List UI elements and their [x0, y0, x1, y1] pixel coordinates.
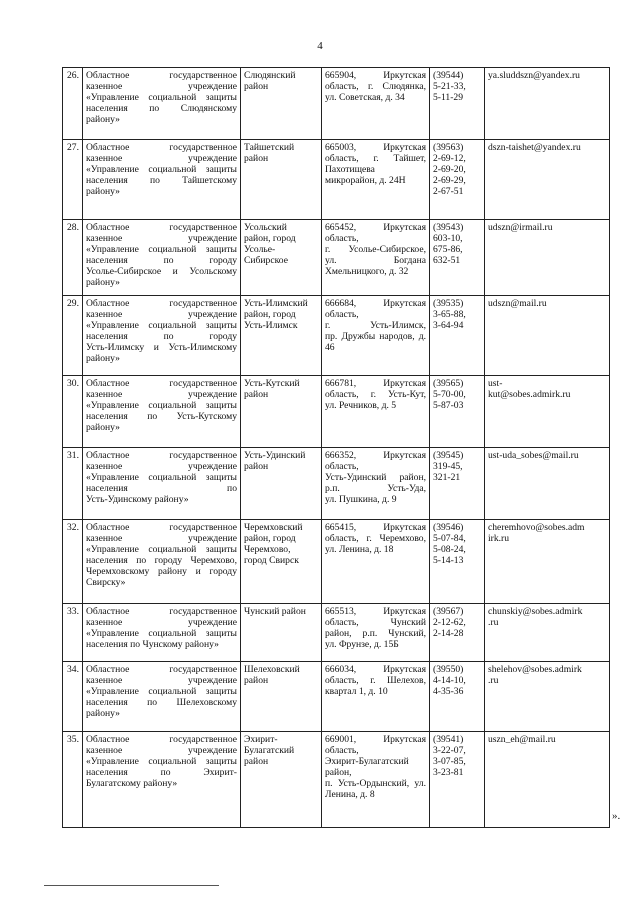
closing-quote-mark: ». — [612, 810, 621, 822]
postal-address-line: микрорайон, д. 24Н — [325, 175, 406, 186]
institution-name-line: Областное государственное — [86, 606, 237, 617]
phone-numbers-line: 2-69-29, — [433, 175, 466, 186]
postal-address-cell — [322, 448, 430, 520]
phone-numbers-cell — [430, 520, 485, 604]
table-row — [63, 604, 610, 662]
institution-name-line: району» — [86, 422, 120, 433]
row-number-cell: 32. — [63, 520, 83, 604]
institution-name-cell — [83, 296, 241, 376]
institution-name-line: Усть-Удинскому району» — [86, 494, 189, 505]
postal-address-line: п. Усть-Ордынский, ул. — [325, 778, 426, 789]
postal-address-line: пр. Дружбы народов, д. — [325, 331, 426, 342]
email-address-line: chunskiy@sobes.admirk — [488, 606, 583, 617]
email-address-cell — [485, 520, 610, 604]
postal-address-line: 665452, Иркутская — [325, 222, 426, 233]
served-area-line: Усть-Илимский — [244, 298, 308, 309]
email-address-line: .ru — [488, 617, 499, 628]
phone-numbers-line: (39565) — [433, 378, 464, 389]
phone-numbers-line: 5-87-03 — [433, 400, 464, 411]
email-address-cell — [485, 604, 610, 662]
row-number-cell: 35. — [63, 732, 83, 828]
institution-name-line: населения по Чунскому району» — [86, 639, 219, 650]
institution-name-line: Областное государственное — [86, 298, 237, 309]
phone-numbers-cell — [430, 448, 485, 520]
institution-name-line: казенное учреждение — [86, 153, 237, 164]
institution-name-line: району» — [86, 277, 120, 288]
email-address-cell — [485, 220, 610, 296]
served-area-line: Слюдянский — [244, 70, 296, 81]
institution-name-line: району» — [86, 353, 120, 364]
table-row — [63, 662, 610, 732]
page-number: 4 — [317, 40, 323, 52]
phone-numbers-line: 5-14-13 — [433, 555, 464, 566]
postal-address-line: 46 — [325, 342, 335, 353]
institution-name-line: населения по городу — [86, 255, 237, 266]
email-address-line: .ru — [488, 675, 499, 686]
phone-numbers-line: 3-23-81 — [433, 767, 464, 778]
institution-name-line: Областное государственное — [86, 222, 237, 233]
postal-address-cell — [322, 662, 430, 732]
phone-numbers-line: 3-64-94 — [433, 320, 464, 331]
postal-address-line: область, — [325, 461, 359, 472]
postal-address-line: область, г. Тайшет, — [325, 153, 426, 164]
served-area-line: Шелеховский — [244, 664, 300, 675]
phone-numbers-cell — [430, 662, 485, 732]
institution-name-line: населения по городу Черемхово, — [86, 555, 237, 566]
institution-name-line: Областное государственное — [86, 734, 237, 745]
served-area-line: Тайшетский — [244, 142, 295, 153]
postal-address-line: ул. Речников, д. 5 — [325, 400, 397, 411]
email-address-cell — [485, 68, 610, 140]
phone-numbers-cell — [430, 68, 485, 140]
served-area-line: Черемхово, — [244, 544, 291, 555]
postal-address-cell — [322, 68, 430, 140]
postal-address-line: Эхирит-Булагатский — [325, 756, 409, 767]
served-area-line: район — [244, 675, 269, 686]
phone-numbers-line: (39545) — [433, 450, 464, 461]
phone-numbers-line: 2-69-20, — [433, 164, 466, 175]
institution-name-line: «Управление социальной защиты — [86, 320, 237, 331]
postal-address-line: 665904, Иркутская — [325, 70, 426, 81]
email-address-cell — [485, 448, 610, 520]
served-area-line: Сибирское — [244, 255, 288, 266]
institution-name-cell — [83, 68, 241, 140]
phone-numbers-line: 3-22-07, — [433, 745, 466, 756]
institution-name-line: казенное учреждение — [86, 461, 237, 472]
table-row — [63, 140, 610, 220]
row-number-cell: 27. — [63, 140, 83, 220]
institution-name-line: «Управление социальной защиты — [86, 92, 237, 103]
row-number-cell: 29. — [63, 296, 83, 376]
institution-name-line: населения по — [86, 483, 237, 494]
institution-name-cell — [83, 732, 241, 828]
institution-name-line: Усть-Илимску и Усть-Илимскому — [86, 342, 237, 353]
institution-name-line: казенное учреждение — [86, 81, 237, 92]
institution-name-line: населения по Усть-Кутскому — [86, 411, 237, 422]
served-area-line: Усть-Кутский — [244, 378, 300, 389]
institutions-table — [62, 67, 610, 828]
served-area-line: Черемховский — [244, 522, 303, 533]
postal-address-cell — [322, 520, 430, 604]
institution-name-cell — [83, 520, 241, 604]
postal-address-line: Пахотищева — [325, 164, 375, 175]
email-address-line: udszn@irmail.ru — [488, 222, 553, 233]
phone-numbers-line: (39546) — [433, 522, 464, 533]
postal-address-line: квартал 1, д. 10 — [325, 686, 388, 697]
served-area-cell — [241, 732, 322, 828]
phone-numbers-line: 5-11-29 — [433, 92, 464, 103]
row-number-cell: 28. — [63, 220, 83, 296]
email-address-line: cheremhovo@sobes.adm — [488, 522, 585, 533]
postal-address-line: ул. Пушкина, д. 9 — [325, 494, 397, 505]
institution-name-line: населения по городу — [86, 331, 237, 342]
institution-name-line: району» — [86, 186, 120, 197]
phone-numbers-line: 5-70-00, — [433, 389, 466, 400]
institution-name-cell — [83, 376, 241, 448]
postal-address-cell — [322, 604, 430, 662]
served-area-cell — [241, 604, 322, 662]
row-number-cell: 30. — [63, 376, 83, 448]
phone-numbers-line: 2-67-51 — [433, 186, 464, 197]
row-number-cell: 33. — [63, 604, 83, 662]
institution-name-line: казенное учреждение — [86, 617, 237, 628]
email-address-line: ust- — [488, 378, 503, 389]
institution-name-line: Булагатскому району» — [86, 778, 178, 789]
institution-name-line: «Управление социальной защиты — [86, 756, 237, 767]
postal-address-line: область, — [325, 745, 359, 756]
postal-address-line: область, — [325, 309, 359, 320]
institution-name-line: Областное государственное — [86, 522, 237, 533]
table-row — [63, 68, 610, 140]
phone-numbers-line: 675-86, — [433, 244, 463, 255]
institution-name-line: «Управление социальной защиты — [86, 400, 237, 411]
postal-address-line: район, р.п. Чунский, — [325, 628, 426, 639]
phone-numbers-line: 5-07-84, — [433, 533, 466, 544]
postal-address-line: область, г. Усть-Кут, — [325, 389, 426, 400]
postal-address-line: область, г. Шелехов, — [325, 675, 426, 686]
phone-numbers-line: 5-21-33, — [433, 81, 466, 92]
institution-name-line: Черемховскому району и городу — [86, 566, 237, 577]
email-address-cell — [485, 376, 610, 448]
institution-name-cell — [83, 662, 241, 732]
table-row — [63, 376, 610, 448]
table-row — [63, 296, 610, 376]
phone-numbers-line: (39535) — [433, 298, 464, 309]
postal-address-line: 665003, Иркутская — [325, 142, 426, 153]
email-address-line: shelehov@sobes.admirk — [488, 664, 582, 675]
phone-numbers-line: 3-07-85, — [433, 756, 466, 767]
email-address-line: udszn@mail.ru — [488, 298, 547, 309]
phone-numbers-cell — [430, 220, 485, 296]
postal-address-line: область, г. Слюдянка, — [325, 81, 426, 92]
institution-name-cell — [83, 220, 241, 296]
postal-address-line: ул. Фрунзе, д. 15Б — [325, 639, 399, 650]
phone-numbers-line: (39544) — [433, 70, 464, 81]
institution-name-line: населения по Слюдянскому — [86, 103, 237, 114]
served-area-line: район, город — [244, 309, 296, 320]
served-area-cell — [241, 520, 322, 604]
email-address-cell — [485, 296, 610, 376]
row-number-cell: 34. — [63, 662, 83, 732]
institution-name-line: Областное государственное — [86, 664, 237, 675]
institution-name-line: казенное учреждение — [86, 533, 237, 544]
email-address-cell — [485, 140, 610, 220]
postal-address-line: ул. Богдана — [325, 255, 426, 266]
institution-name-line: району» — [86, 708, 120, 719]
phone-numbers-cell — [430, 732, 485, 828]
served-area-line: район — [244, 153, 269, 164]
postal-address-line: ул. Ленина, д. 18 — [325, 544, 394, 555]
served-area-line: Усолье- — [244, 244, 276, 255]
postal-address-line: область, г. Черемхово, — [325, 533, 426, 544]
postal-address-line: область, Чунский — [325, 617, 426, 628]
postal-address-line: 666781, Иркутская — [325, 378, 426, 389]
postal-address-line: 666352, Иркутская — [325, 450, 426, 461]
phone-numbers-cell — [430, 604, 485, 662]
institutions-table-body — [63, 68, 610, 828]
postal-address-line: 666034, Иркутская — [325, 664, 426, 675]
phone-numbers-line: (39563) — [433, 142, 464, 153]
institution-name-line: Усолье-Сибирское и Усольскому — [86, 266, 237, 277]
served-area-line: район, город — [244, 533, 296, 544]
email-address-line: kut@sobes.admirk.ru — [488, 389, 571, 400]
email-address-line: ya.sluddszn@yandex.ru — [488, 70, 580, 81]
postal-address-line: ул. Советская, д. 34 — [325, 92, 405, 103]
phone-numbers-line: 2-14-28 — [433, 628, 464, 639]
served-area-line: район — [244, 756, 269, 767]
postal-address-line: 669001, Иркутская — [325, 734, 426, 745]
served-area-line: Усть-Илимск — [244, 320, 298, 331]
postal-address-line: г. Усолье-Сибирское, — [325, 244, 426, 255]
institution-name-line: району» — [86, 114, 120, 125]
institution-name-line: казенное учреждение — [86, 675, 237, 686]
served-area-line: район — [244, 389, 269, 400]
postal-address-line: район, — [325, 767, 352, 778]
postal-address-line: 665513, Иркутская — [325, 606, 426, 617]
phone-numbers-line: 5-08-24, — [433, 544, 466, 555]
phone-numbers-line: 3-65-88, — [433, 309, 466, 320]
postal-address-line: г. Усть-Илимск, — [325, 320, 426, 331]
institution-name-line: «Управление социальной защиты — [86, 686, 237, 697]
institution-name-line: казенное учреждение — [86, 233, 237, 244]
email-address-line: dszn-taishet@yandex.ru — [488, 142, 581, 153]
postal-address-line: р.п. Усть-Уда, — [325, 483, 426, 494]
phone-numbers-line: 603-10, — [433, 233, 463, 244]
institution-name-line: казенное учреждение — [86, 389, 237, 400]
institution-name-cell — [83, 140, 241, 220]
phone-numbers-cell — [430, 296, 485, 376]
postal-address-cell — [322, 220, 430, 296]
table-row — [63, 520, 610, 604]
phone-numbers-line: 4-14-10, — [433, 675, 466, 686]
served-area-line: город Свирск — [244, 555, 299, 566]
email-address-line: irk.ru — [488, 533, 510, 544]
institution-name-line: населения по Эхирит- — [86, 767, 237, 778]
institution-name-line: Свирску» — [86, 577, 126, 588]
postal-address-line: Усть-Удинский район, — [325, 472, 426, 483]
institution-name-line: «Управление социальной защиты — [86, 628, 237, 639]
served-area-cell — [241, 220, 322, 296]
institution-name-line: Областное государственное — [86, 142, 237, 153]
served-area-cell — [241, 662, 322, 732]
institution-name-line: Областное государственное — [86, 450, 237, 461]
served-area-cell — [241, 140, 322, 220]
institution-name-line: Областное государственное — [86, 378, 237, 389]
phone-numbers-line: 2-69-12, — [433, 153, 466, 164]
postal-address-line: область, — [325, 233, 359, 244]
table-row — [63, 448, 610, 520]
postal-address-line: Ленина, д. 8 — [325, 789, 375, 800]
phone-numbers-line: 319-45, — [433, 461, 463, 472]
institution-name-line: казенное учреждение — [86, 745, 237, 756]
phone-numbers-cell — [430, 376, 485, 448]
postal-address-cell — [322, 296, 430, 376]
institution-name-line: населения по Тайшетскому — [86, 175, 237, 186]
phone-numbers-line: (39543) — [433, 222, 464, 233]
table-row — [63, 732, 610, 828]
institution-name-line: «Управление социальной защиты — [86, 472, 237, 483]
phone-numbers-line: (39567) — [433, 606, 464, 617]
row-number-cell: 31. — [63, 448, 83, 520]
postal-address-line: 666684, Иркутская — [325, 298, 426, 309]
phone-numbers-line: 2-12-62, — [433, 617, 466, 628]
postal-address-line: Хмельницкого, д. 32 — [325, 266, 409, 277]
phone-numbers-line: (39541) — [433, 734, 464, 745]
served-area-line: Булагатский — [244, 745, 295, 756]
email-address-line: uszn_eh@mail.ru — [488, 734, 556, 745]
phone-numbers-line: 321-21 — [433, 472, 461, 483]
postal-address-cell — [322, 140, 430, 220]
institution-name-cell — [83, 604, 241, 662]
served-area-cell — [241, 68, 322, 140]
postal-address-cell — [322, 732, 430, 828]
served-area-line: Усольский — [244, 222, 287, 233]
served-area-line: Усть-Удинский — [244, 450, 306, 461]
served-area-cell — [241, 448, 322, 520]
postal-address-cell — [322, 376, 430, 448]
institution-name-line: «Управление социальной защиты — [86, 164, 237, 175]
served-area-cell — [241, 296, 322, 376]
email-address-cell — [485, 662, 610, 732]
institution-name-line: казенное учреждение — [86, 309, 237, 320]
postal-address-line: 665415, Иркутская — [325, 522, 426, 533]
institution-name-line: «Управление социальной защиты — [86, 544, 237, 555]
phone-numbers-line: 632-51 — [433, 255, 461, 266]
served-area-line: район — [244, 81, 269, 92]
table-row — [63, 220, 610, 296]
row-number-cell: 26. — [63, 68, 83, 140]
phone-numbers-cell — [430, 140, 485, 220]
institution-name-line: населения по Шелеховскому — [86, 697, 237, 708]
institution-name-line: «Управление социальной защиты — [86, 244, 237, 255]
institution-name-line: Областное государственное — [86, 70, 237, 81]
footnote-separator — [44, 885, 219, 886]
served-area-line: район — [244, 461, 269, 472]
institution-name-cell — [83, 448, 241, 520]
email-address-line: ust-uda_sobes@mail.ru — [488, 450, 579, 461]
served-area-line: район, город — [244, 233, 296, 244]
phone-numbers-line: 4-35-36 — [433, 686, 464, 697]
served-area-cell — [241, 376, 322, 448]
served-area-line: Эхирит- — [244, 734, 278, 745]
served-area-line: Чунский район — [244, 606, 306, 617]
email-address-cell — [485, 732, 610, 828]
phone-numbers-line: (39550) — [433, 664, 464, 675]
